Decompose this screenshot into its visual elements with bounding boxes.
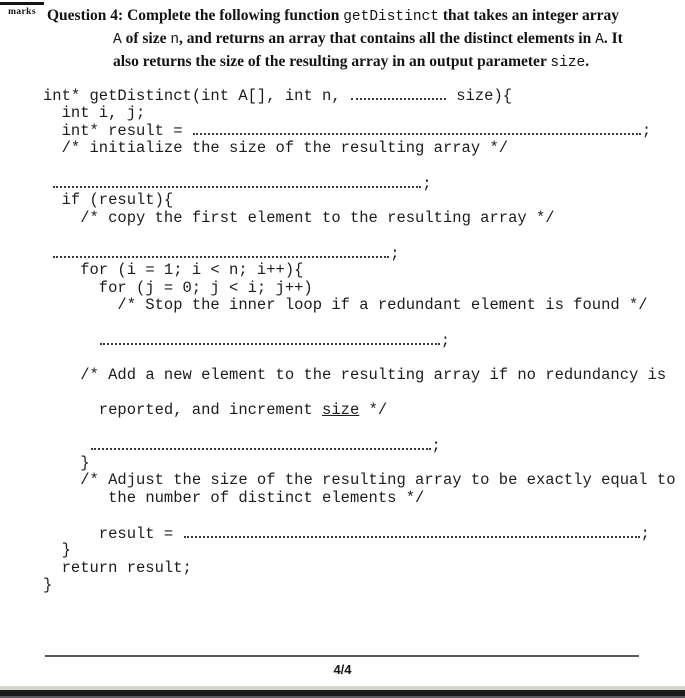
code-text: ; bbox=[422, 174, 432, 193]
code-line bbox=[43, 210, 673, 228]
code-text: /* Add a new element to the resulting array if no redundancy is bbox=[80, 366, 667, 384]
code-text: } bbox=[80, 453, 90, 472]
code-text: ; bbox=[641, 122, 652, 140]
code-line bbox=[43, 471, 676, 490]
code-text: if (result){ bbox=[61, 191, 174, 209]
code-line bbox=[43, 262, 673, 280]
question-segment: Question 4: Complete the following function bbox=[47, 7, 344, 24]
question-text bbox=[47, 5, 669, 74]
code-term: A bbox=[595, 32, 604, 48]
fill-in-blank bbox=[53, 175, 421, 188]
code-term: getDistinct bbox=[343, 9, 439, 25]
question-segment: that takes an integer array bbox=[438, 7, 620, 24]
question-line bbox=[47, 28, 669, 51]
code-text: for (i = 1; i < n; i++){ bbox=[80, 261, 304, 279]
code-text: reported, and increment bbox=[98, 401, 323, 419]
footer-divider bbox=[45, 655, 639, 657]
code-line bbox=[43, 297, 673, 315]
code-block bbox=[43, 87, 676, 595]
code-line bbox=[43, 280, 673, 298]
code-line bbox=[43, 507, 673, 525]
code-text: ; bbox=[431, 437, 441, 455]
question-line bbox=[47, 5, 669, 28]
code-line bbox=[43, 122, 673, 140]
code-line bbox=[43, 385, 673, 403]
fill-in-blank bbox=[100, 332, 440, 345]
code-line bbox=[43, 402, 673, 420]
code-line bbox=[43, 245, 673, 263]
code-text: size){ bbox=[446, 87, 513, 105]
code-text: /* Stop the inner loop if a redundant element is found */ bbox=[117, 296, 648, 314]
fill-in-blank bbox=[53, 245, 389, 258]
code-text: /* copy the first element to the resulting array */ bbox=[80, 208, 555, 227]
question-segment: . bbox=[585, 53, 590, 70]
code-line bbox=[43, 175, 673, 193]
code-line bbox=[43, 350, 673, 368]
code-line bbox=[43, 542, 673, 560]
code-text: return result; bbox=[61, 558, 192, 577]
page-number: 4/4 bbox=[333, 662, 352, 677]
code-line bbox=[43, 367, 673, 385]
code-text: } bbox=[61, 541, 71, 559]
code-text: ; bbox=[640, 524, 650, 543]
fill-in-blank bbox=[351, 87, 446, 100]
underlined-code-term: size bbox=[322, 401, 360, 419]
code-term: size bbox=[550, 55, 586, 71]
code-line bbox=[43, 437, 673, 455]
code-line bbox=[43, 157, 673, 175]
code-text: */ bbox=[359, 401, 388, 419]
question-line bbox=[47, 51, 669, 74]
question-segment: of size bbox=[121, 30, 171, 47]
fill-in-blank bbox=[91, 437, 431, 450]
code-text: int* getDistinct(int A[], int n, bbox=[43, 87, 350, 105]
code-text: int* result = bbox=[61, 122, 192, 140]
code-line bbox=[43, 577, 673, 595]
code-line bbox=[43, 315, 673, 333]
marks-box bbox=[0, 2, 44, 17]
code-text: result = bbox=[98, 524, 183, 543]
code-text: the number of distinct elements */ bbox=[108, 488, 425, 507]
marks-label: marks bbox=[8, 7, 36, 17]
code-line bbox=[43, 105, 673, 123]
code-text: /* Adjust the size of the resulting array to be exactly equal to bbox=[80, 471, 676, 489]
code-line bbox=[43, 560, 673, 578]
question-segment: , and returns an array that contains all the distinct elements in bbox=[179, 30, 596, 47]
code-text: } bbox=[43, 576, 53, 594]
code-term: A bbox=[113, 32, 122, 48]
code-text: ; bbox=[390, 244, 400, 263]
code-line bbox=[43, 525, 673, 543]
question-segment: also returns the size of the resulting array in an output parameter bbox=[113, 53, 551, 70]
code-line bbox=[43, 332, 673, 350]
fill-in-blank bbox=[184, 525, 640, 538]
code-line bbox=[43, 192, 673, 210]
code-line bbox=[43, 490, 673, 508]
code-text: ; bbox=[440, 332, 451, 350]
code-line bbox=[43, 227, 673, 245]
code-text: /* initialize the size of the resulting array */ bbox=[61, 138, 509, 157]
code-line bbox=[43, 140, 673, 158]
code-line bbox=[43, 420, 673, 438]
code-term: n bbox=[170, 32, 180, 48]
window-bottom-border bbox=[0, 686, 685, 698]
code-line bbox=[43, 455, 673, 473]
code-text: int i, j; bbox=[61, 103, 146, 122]
code-line bbox=[43, 87, 673, 105]
fill-in-blank bbox=[193, 122, 641, 135]
code-text: for (j = 0; j < i; j++) bbox=[98, 278, 313, 297]
question-segment: . It bbox=[603, 30, 623, 47]
